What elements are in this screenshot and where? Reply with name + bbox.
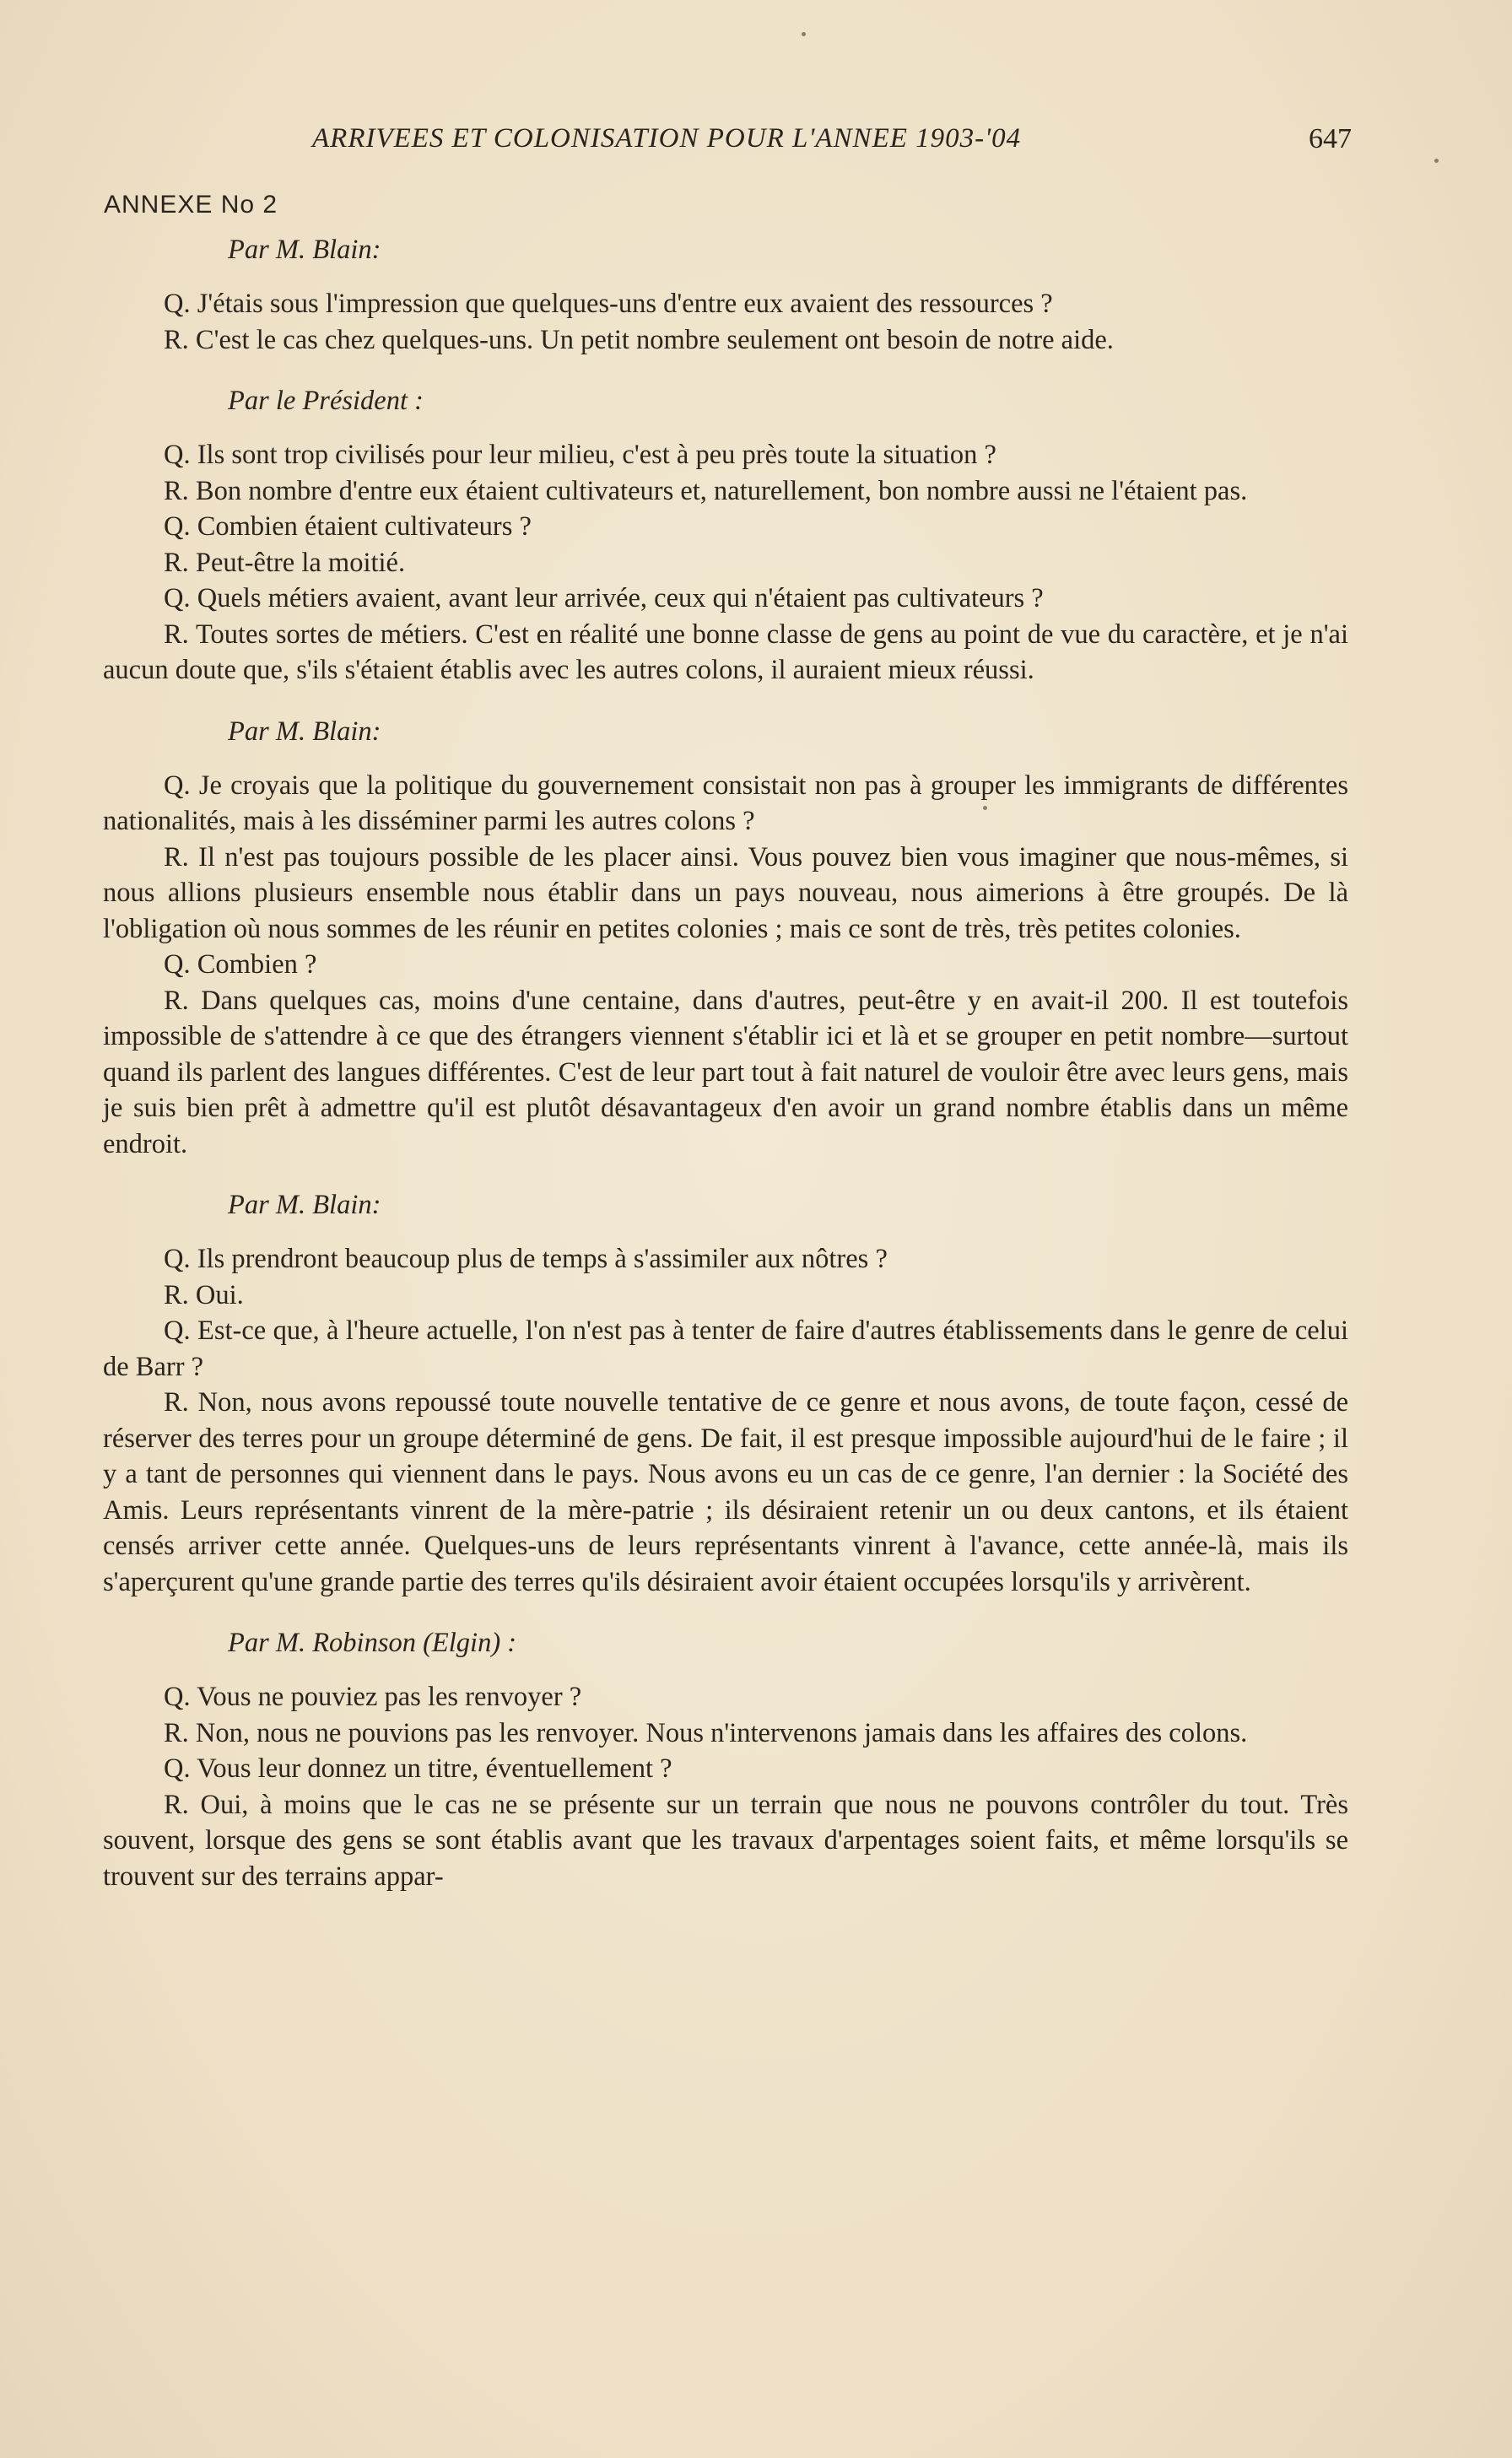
- speaker-heading: Par M. Blain:: [228, 235, 381, 265]
- speaker-heading: Par M. Blain:: [228, 1190, 381, 1220]
- question: Q. Je croyais que la politique du gouvernement consistait non pas à grouper les immigrants de différentes nationalités, mais à les disséminer parmi les autres colons ?: [103, 770, 1348, 836]
- speaker-heading: Par le Président :: [228, 386, 424, 416]
- page-header: [312, 123, 1352, 165]
- body-text: [103, 232, 1348, 1894]
- speaker-heading: Par M. Robinson (Elgin) :: [228, 1628, 517, 1658]
- page-number: 647: [1309, 123, 1352, 154]
- question: Q. Vous ne pouviez pas les renvoyer ?: [164, 1682, 582, 1712]
- question: Q. Est-ce que, à l'heure actuelle, l'on n'est pas à tenter de faire d'autres établissements dans le genre de celui de Barr ?: [103, 1315, 1348, 1382]
- answer: R. Il n'est pas toujours possible de les placer ainsi. Vous pouvez bien vous imaginer que nous-mêmes, si nous allions plusieurs ensemble nous établir dans un pays nouveau, nous aimerions à être groupés. De là l'obligation où nous sommes de les réunir en petites colonies ; mais ce sont de très, très petites colonies.: [103, 841, 1348, 944]
- answer: R. Oui.: [164, 1279, 244, 1310]
- question: Q. J'étais sous l'impression que quelques-uns d'entre eux avaient des ressources ?: [164, 289, 1053, 319]
- paper-speck: [1434, 159, 1439, 163]
- question: Q. Vous leur donnez un titre, éventuellement ?: [164, 1753, 672, 1784]
- running-title: ARRIVEES ET COLONISATION POUR L'ANNEE 1903-'04: [312, 123, 1022, 154]
- section-blain-1: [103, 232, 1348, 358]
- answer: R. C'est le cas chez quelques-uns. Un petit nombre seulement ont besoin de notre aide.: [164, 324, 1114, 355]
- answer: R. Toutes sortes de métiers. C'est en réalité une bonne classe de gens au point de vue du caractère, et je n'ai aucun doute que, s'ils s'étaient établis avec les autres colons, il auraient mieux réussi.: [103, 619, 1348, 685]
- annexe-label: ANNEXE No 2: [104, 191, 278, 219]
- section-president: [103, 383, 1348, 689]
- answer: R. Peut-être la moitié.: [164, 547, 406, 578]
- paper-speck: [802, 32, 806, 36]
- question: Q. Quels métiers avaient, avant leur arrivée, ceux qui n'étaient pas cultivateurs ?: [164, 583, 1044, 613]
- answer: R. Oui, à moins que le cas ne se présente sur un terrain que nous ne pouvons contrôler du tout. Très souvent, lorsque des gens se sont établis avant que les travaux d'arpentages soient faits, et même lorsqu'ils se trouvent sur des terrains appar-: [103, 1789, 1348, 1892]
- answer: R. Dans quelques cas, moins d'une centaine, dans d'autres, peut-être y en avait-il 200. Il est toutefois impossible de s'attendre à ce que des étrangers viennent s'établir ici et là et se grouper en petit nombre—surtout quand ils parlent des langues différentes. C'est de leur part tout à fait naturel de vouloir être avec leurs gens, mais je suis bien prêt à admettre qu'il est plutôt désavantageux d'en avoir un grand nombre établis dans un même endroit.: [103, 985, 1348, 1159]
- question: Q. Combien ?: [164, 949, 317, 980]
- section-blain-2: [103, 714, 1348, 1163]
- answer: R. Bon nombre d'entre eux étaient cultivateurs et, naturellement, bon nombre aussi ne l'étaient pas.: [164, 475, 1248, 506]
- question: Q. Ils sont trop civilisés pour leur milieu, c'est à peu près toute la situation ?: [164, 440, 996, 470]
- speaker-heading: Par M. Blain:: [228, 716, 381, 747]
- question: Q. Combien étaient cultivateurs ?: [164, 511, 532, 542]
- section-robinson: [103, 1625, 1348, 1894]
- section-blain-3: [103, 1187, 1348, 1600]
- answer: R. Non, nous ne pouvions pas les renvoyer. Nous n'intervenons jamais dans les affaires des colons.: [164, 1717, 1248, 1748]
- answer: R. Non, nous avons repoussé toute nouvelle tentative de ce genre et nous avons, de toute façon, cessé de réserver des terres pour un groupe déterminé de gens. De fait, il est presque impossible aujourd'hui de le faire ; il y a tant de personnes qui viennent dans le pays. Nous avons eu un cas de ce genre, l'an dernier : la Société des Amis. Leurs représentants vinrent de la mère-patrie ; ils désiraient retenir un ou deux cantons, et ils étaient censés arriver cette année. Quelques-uns de leurs représentants vinrent à l'avance, cette année-là, mais ils s'aperçurent qu'une grande partie des terres qu'ils désiraient avoir étaient occupées lorsqu'ils y arrivèrent.: [103, 1387, 1348, 1597]
- question: Q. Ils prendront beaucoup plus de temps à s'assimiler aux nôtres ?: [164, 1244, 888, 1274]
- paper-speck: [983, 806, 987, 810]
